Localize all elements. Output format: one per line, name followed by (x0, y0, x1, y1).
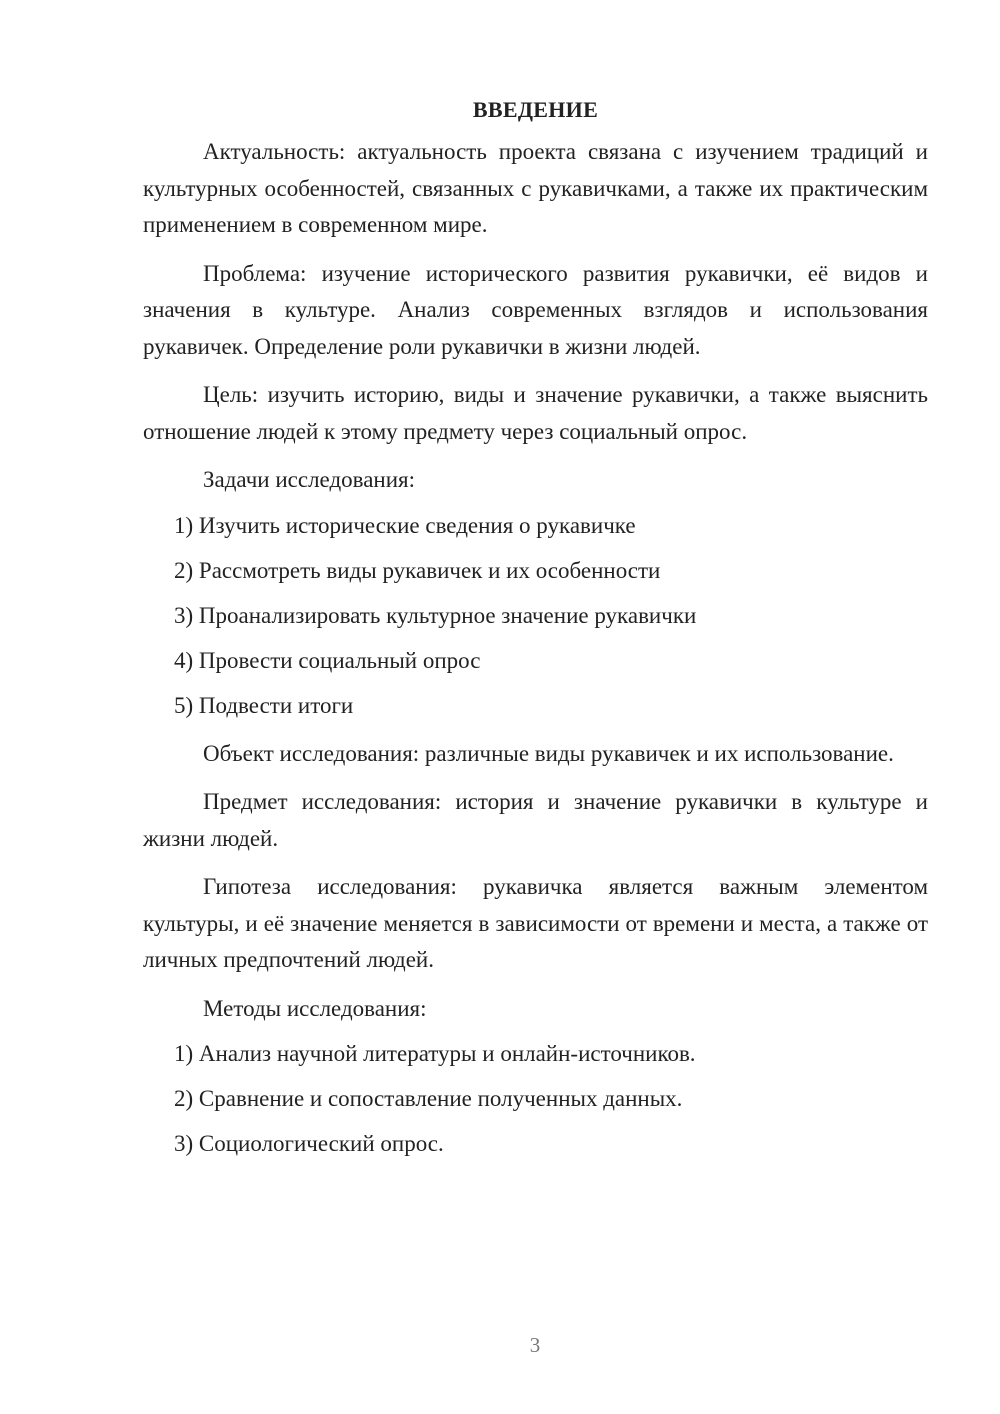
relevance-paragraph: Актуальность: актуальность проекта связана с изучением традиций и культурных особенностей, связанных с рукавичками, а также их практическим применением в современном мире. (143, 139, 928, 237)
page-number: 3 (529, 1333, 541, 1357)
hypothesis-paragraph: Гипотеза исследования: рукавичка является важным элементом культуры, и её значение меняется в зависимости от времени и места, а также от личных предпочтений людей. (143, 874, 928, 972)
problem-paragraph: Проблема: изучение исторического развития рукавички, её видов и значения в культуре. Анализ современных взглядов и использования рукавичек. Определение роли рукавички в жизни людей. (143, 260, 928, 359)
methods-heading: Методы исследования: (203, 995, 427, 1021)
list-item: 1) Анализ научной литературы и онлайн-источников. (174, 1041, 696, 1066)
page-content (143, 94, 928, 1174)
list-item: 5) Подвести итоги (174, 692, 354, 718)
tasks-heading: Задачи исследования: (203, 467, 416, 492)
goal-paragraph: Цель: изучить историю, виды и значение рукавички, а также выяснить отношение людей к этому предмету через социальный опрос. (143, 382, 928, 444)
list-item: 2) Рассмотреть виды рукавичек и их особенности (174, 557, 661, 583)
list-item: 1) Изучить исторические сведения о рукавичке (174, 512, 636, 538)
list-item: 4) Провести социальный опрос (174, 647, 481, 673)
list-item: 2) Сравнение и сопоставление полученных данных. (174, 1086, 683, 1111)
tasks-list (143, 508, 928, 724)
object-paragraph: Объект исследования: различные виды рукавичек и их использование. (203, 740, 894, 766)
section-title: ВВЕДЕНИЕ (472, 97, 599, 122)
list-item: 3) Проанализировать культурное значение рукавички (174, 602, 697, 628)
list-item: 3) Социологический опрос. (174, 1131, 444, 1156)
subject-paragraph: Предмет исследования: история и значение рукавички в культуре и жизни людей. (143, 789, 928, 851)
methods-list (143, 1036, 928, 1162)
